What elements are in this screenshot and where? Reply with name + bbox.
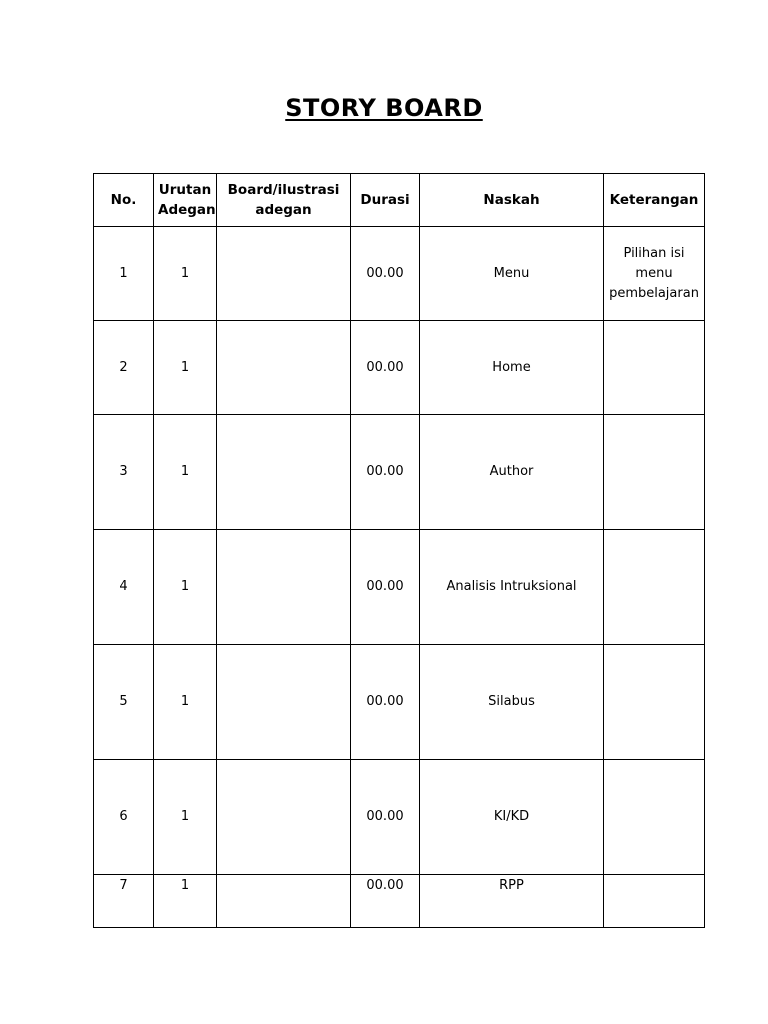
header-no: No. <box>94 174 154 227</box>
cell-keterangan <box>604 645 705 760</box>
document-title-text: STORY BOARD <box>285 94 483 122</box>
cell-board <box>217 321 351 415</box>
cell-no: 3 <box>94 415 154 530</box>
cell-keterangan: Pilihan isi menu pembelajaran <box>604 227 705 321</box>
header-row <box>94 174 705 227</box>
table-header <box>94 174 705 227</box>
cell-urutan: 1 <box>154 415 217 530</box>
header-board-ilustrasi: Board/ilustrasi adegan <box>217 174 351 227</box>
cell-keterangan <box>604 321 705 415</box>
header-durasi: Durasi <box>351 174 420 227</box>
cell-no: 7 <box>94 875 154 928</box>
cell-board <box>217 530 351 645</box>
cell-board <box>217 760 351 875</box>
cell-urutan: 1 <box>154 227 217 321</box>
cell-naskah: RPP <box>420 875 604 928</box>
cell-keterangan <box>604 415 705 530</box>
header-naskah: Naskah <box>420 174 604 227</box>
table-row <box>94 530 705 645</box>
cell-urutan: 1 <box>154 645 217 760</box>
cell-durasi: 00.00 <box>351 415 420 530</box>
cell-durasi: 00.00 <box>351 760 420 875</box>
cell-urutan: 1 <box>154 760 217 875</box>
storyboard-table <box>93 173 705 928</box>
cell-naskah: KI/KD <box>420 760 604 875</box>
cell-durasi: 00.00 <box>351 227 420 321</box>
cell-urutan: 1 <box>154 321 217 415</box>
cell-naskah: Silabus <box>420 645 604 760</box>
cell-urutan: 1 <box>154 530 217 645</box>
table-row <box>94 415 705 530</box>
cell-durasi: 00.00 <box>351 321 420 415</box>
cell-no: 5 <box>94 645 154 760</box>
cell-no: 4 <box>94 530 154 645</box>
table-row <box>94 760 705 875</box>
cell-no: 1 <box>94 227 154 321</box>
cell-board <box>217 875 351 928</box>
cell-durasi: 00.00 <box>351 530 420 645</box>
header-keterangan: Keterangan <box>604 174 705 227</box>
cell-durasi: 00.00 <box>351 645 420 760</box>
cell-keterangan <box>604 760 705 875</box>
table-body <box>94 227 705 928</box>
document-title <box>0 86 768 124</box>
cell-naskah: Author <box>420 415 604 530</box>
cell-board <box>217 227 351 321</box>
cell-board <box>217 415 351 530</box>
table-row <box>94 875 705 928</box>
table-row <box>94 227 705 321</box>
cell-naskah: Analisis Intruksional <box>420 530 604 645</box>
cell-board <box>217 645 351 760</box>
table-row <box>94 645 705 760</box>
cell-naskah: Menu <box>420 227 604 321</box>
cell-naskah: Home <box>420 321 604 415</box>
cell-keterangan <box>604 875 705 928</box>
cell-no: 2 <box>94 321 154 415</box>
cell-durasi: 00.00 <box>351 875 420 928</box>
header-urutan-adegan: Urutan Adegan <box>154 174 217 227</box>
cell-no: 6 <box>94 760 154 875</box>
cell-urutan: 1 <box>154 875 217 928</box>
table-row <box>94 321 705 415</box>
cell-keterangan <box>604 530 705 645</box>
